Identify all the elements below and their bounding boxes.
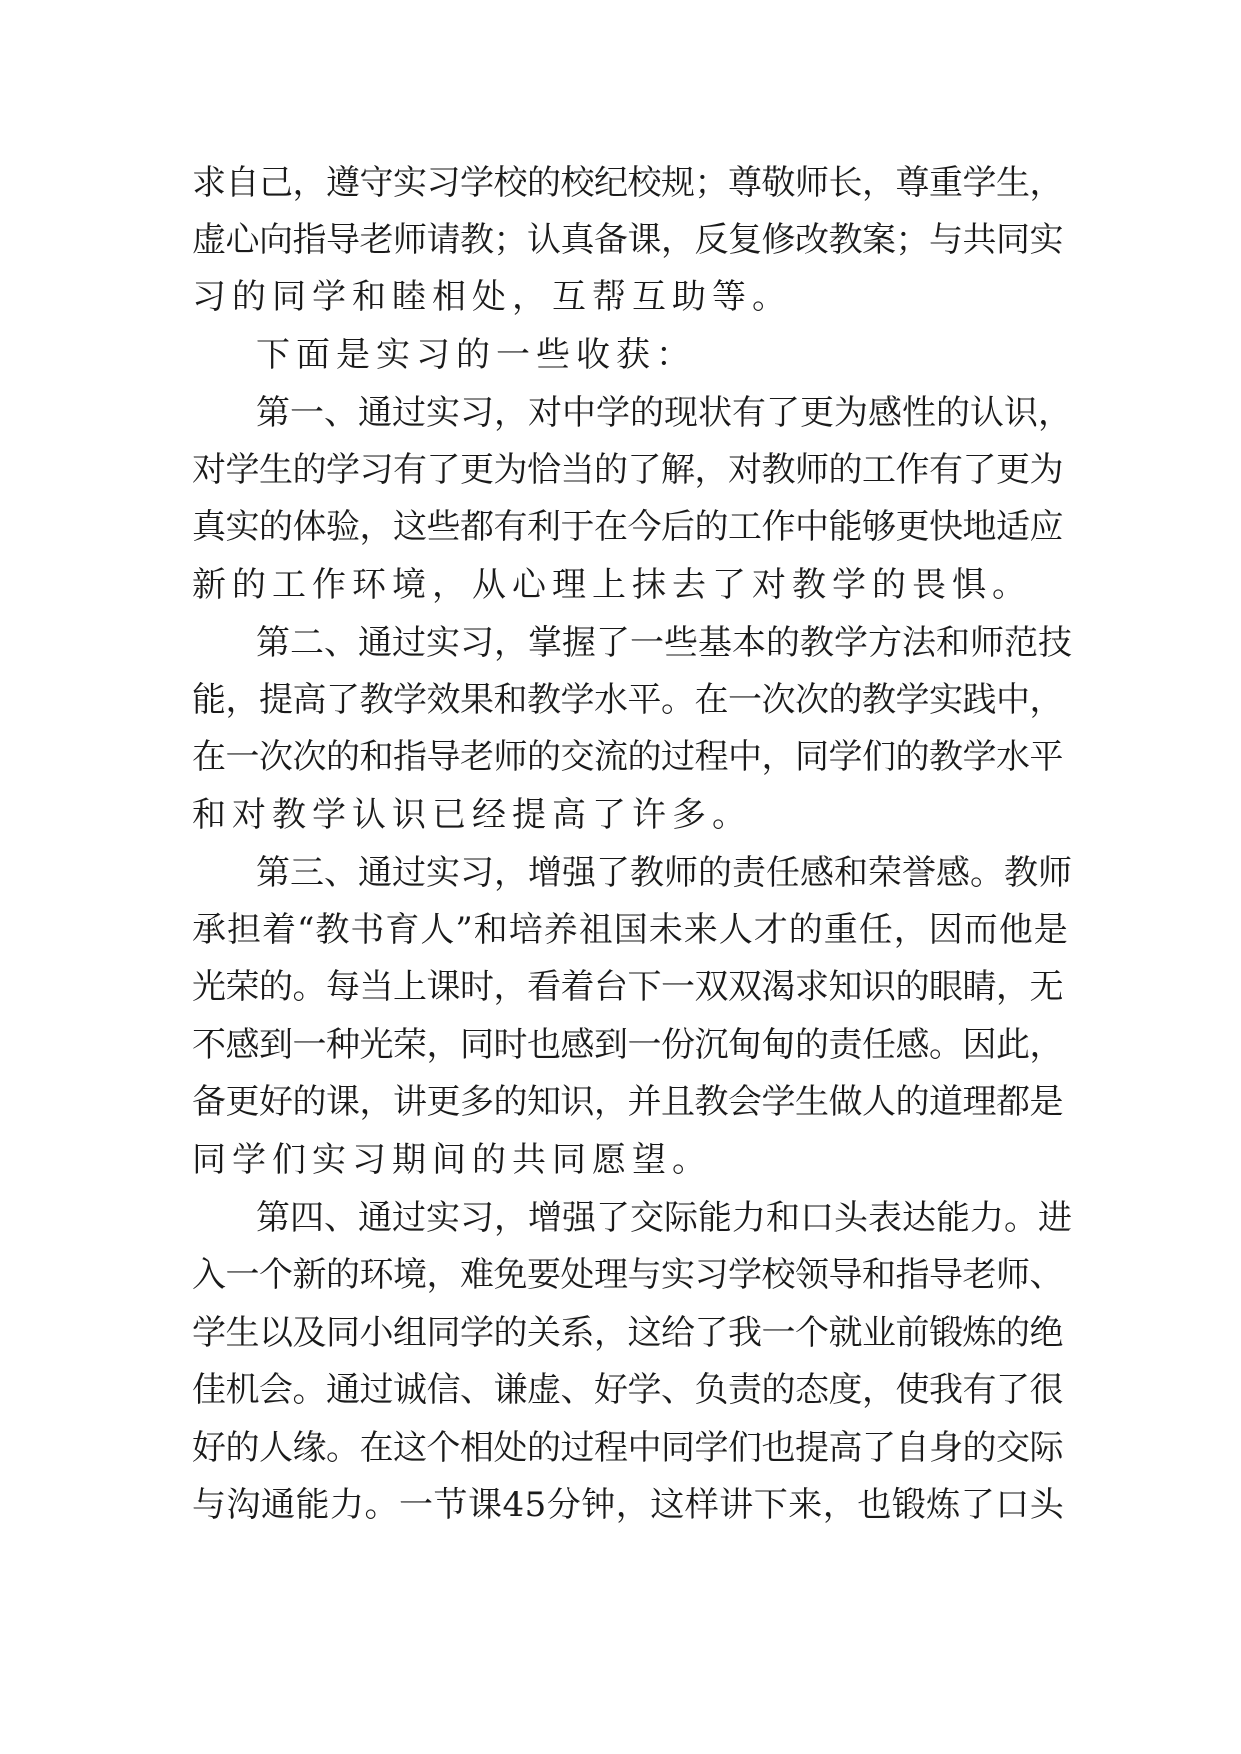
- text-line: 习的同学和睦相处，互帮互助等。: [192, 277, 792, 317]
- text-line: 学生以及同小组同学的关系，这给了我一个就业前锻炼的绝: [192, 1313, 1063, 1353]
- text-line: 备更好的课，讲更多的知识，并且教会学生做人的道理都是: [192, 1082, 1063, 1122]
- paragraph-first-line: 第二、通过实习，掌握了一些基本的教学方法和师范技: [256, 623, 1072, 663]
- text-line: 入一个新的环境，难免要处理与实习学校领导和指导老师、: [192, 1255, 1063, 1295]
- text-line: 同学们实习期间的共同愿望。: [192, 1140, 712, 1180]
- paragraph-first-line: 第三、通过实习，增强了教师的责任感和荣誉感。教师: [256, 853, 1072, 893]
- text-line: 与沟通能力。一节课45分钟，这样讲下来，也锻炼了口头: [192, 1485, 1065, 1525]
- paragraph-first-line: 第四、通过实习，增强了交际能力和口头表达能力。进: [256, 1198, 1072, 1238]
- text-line: 和对教学认识已经提高了许多。: [192, 795, 752, 835]
- text-line: 能，提高了教学效果和教学水平。在一次次的教学实践中，: [192, 680, 1063, 720]
- text-line: 佳机会。通过诚信、谦虚、好学、负责的态度，使我有了很: [192, 1370, 1063, 1410]
- paragraph-first-line: 第一、通过实习，对中学的现状有了更为感性的认识，: [256, 393, 1072, 433]
- text-line: 在一次次的和指导老师的交流的过程中，同学们的教学水平: [192, 737, 1063, 777]
- text-line: 承担着“教书育人”和培养祖国未来人才的重任，因而他是: [192, 910, 1069, 950]
- text-line: 新的工作环境，从心理上抹去了对教学的畏惧。: [192, 565, 1032, 605]
- text-line: 求自己，遵守实习学校的校纪校规；尊敬师长，尊重学生，: [192, 163, 1063, 203]
- text-line: 不感到一种光荣，同时也感到一份沉甸甸的责任感。因此，: [192, 1025, 1063, 1065]
- text-line: 真实的体验，这些都有利于在今后的工作中能够更快地适应: [192, 507, 1063, 547]
- text-line: 虚心向指导老师请教；认真备课，反复修改教案；与共同实: [192, 220, 1063, 260]
- text-line: 光荣的。每当上课时，看着台下一双双渴求知识的眼睛，无: [192, 967, 1063, 1007]
- text-line: 对学生的学习有了更为恰当的了解，对教师的工作有了更为: [192, 450, 1063, 490]
- paragraph-first-line: 下面是实习的一些收获：: [256, 335, 696, 375]
- text-line: 好的人缘。在这个相处的过程中同学们也提高了自身的交际: [192, 1428, 1063, 1468]
